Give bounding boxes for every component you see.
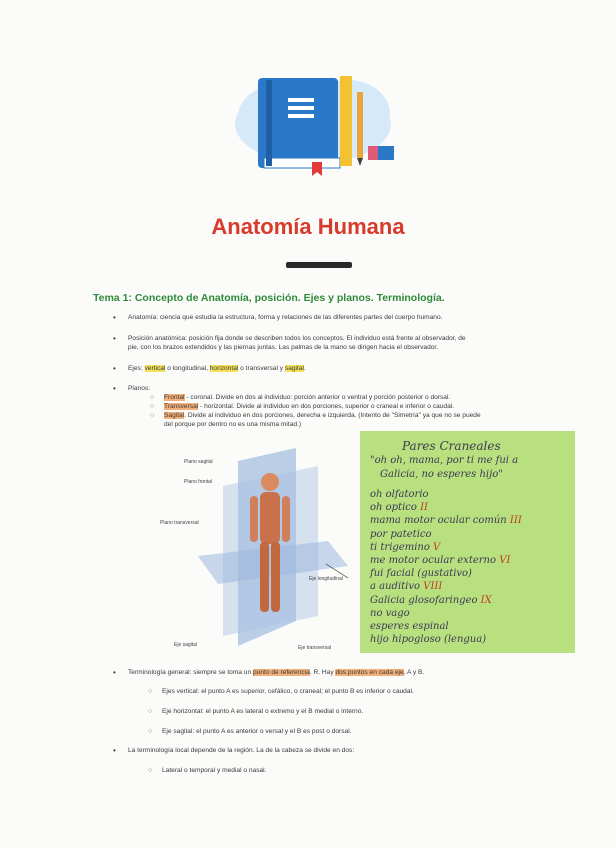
bullet-planos: • Planos: (113, 384, 150, 393)
eje-horizontal-item: ○ Eje horizontal: el punto A es lateral o extremo y el B medial o interno. (148, 708, 364, 715)
sub-bullet: ○ (148, 708, 153, 715)
plano-transversal-item: ○ Transversal - horizontal. Divide al individuo en dos porciones, superior o craneal e inferior o caudal. (150, 403, 455, 410)
label-eje-transversal: Eje transversal (298, 645, 332, 651)
bullet-ejes: • Ejes: vertical o longitudinal, horizontal o transversal y sagital. (113, 364, 306, 373)
note-roman-numeral: III (509, 515, 522, 527)
bullet-dot: • (113, 746, 116, 755)
highlight-dos-puntos: dos puntos en cada eje (335, 669, 404, 676)
note-roman-numeral: II (420, 502, 428, 514)
note-nerve-text: a auditivo (370, 581, 424, 593)
note-nerve-text: fui facial (gustativo) (370, 568, 472, 580)
note-nerve-line (370, 555, 510, 566)
note-mnemonic-line-1: "oh oh, mama, por ti me fui a (370, 455, 519, 466)
label-plano-transversal: Plano transversal (160, 520, 199, 526)
note-nerve-text: mama motor ocular común (370, 515, 510, 527)
label-eje-longitudinal: Eje longitudinal (309, 576, 343, 582)
note-roman-numeral: VI (499, 555, 511, 566)
note-nerve-line (370, 542, 440, 553)
sub-bullet: ○ (150, 403, 155, 410)
note-nerve-line (370, 608, 410, 619)
anatomical-planes-figure (160, 446, 358, 651)
note-mnemonic-line-2: Galicia, no esperes hijo" (380, 469, 503, 480)
sub-bullet: ○ (148, 767, 153, 774)
note-nerve-line (370, 595, 492, 606)
scribbled-out-text (286, 262, 352, 268)
note-nerve-text: hijo hipogloso (lengua) (370, 634, 487, 646)
note-title: Pares Craneales (402, 439, 501, 453)
cabeza-item: ○ Lateral o temporal y medial o nasal. (148, 767, 267, 774)
note-nerve-text: Galicia glosofaringeo (370, 594, 481, 606)
bullet-anatomia: • Anatomía: ciencia que estudia la estructura, forma y relaciones de las diferentes partes del cuerpo humano. (113, 313, 443, 322)
highlight-punto-referencia: punto de referencia (252, 669, 310, 676)
bullet-dot: • (113, 313, 116, 322)
bullet-terminologia-general: • Terminología general: siempre se toma un punto de referencia. R. Hay dos puntos en cada eje, A y B. (113, 668, 425, 677)
note-nerve-text: esperes espinal (370, 621, 449, 632)
bullet-dot: • (113, 334, 116, 343)
bullet-posicion-anatomica: • Posición anatómica: posición fija donde se describen todos los conceptos. El individuo está frente al observador, de pie, con los brazos extendidos y las piernas juntas. Las palmas de la mano se dirigen hacia el observador. (113, 334, 466, 351)
bullet-dot: • (113, 384, 116, 393)
sub-bullet: ○ (150, 394, 155, 401)
sub-bullet: ○ (148, 688, 153, 695)
book-cover-illustration (218, 62, 403, 178)
note-nerve-line (370, 502, 428, 513)
section-heading: Tema 1: Concepto de Anatomía, posición. Ejes y planos. Terminología. (93, 292, 445, 304)
note-roman-numeral: IX (480, 594, 492, 606)
label-plano-sagital: Plano sagital (184, 459, 213, 465)
note-nerve-line (370, 634, 486, 645)
sub-bullet: ○ (150, 412, 155, 419)
note-nerve-line (370, 489, 429, 500)
eje-vertical-item: ○ Ejes vertical: el punto A es superior, cefálico, o craneal; el punto B es inferior o caudal. (148, 688, 414, 695)
note-nerve-line (370, 515, 522, 526)
page-title: Anatomía Humana (211, 214, 405, 239)
bullet-dot: • (113, 668, 116, 677)
highlight-sagital: sagital (284, 365, 304, 372)
bullet-dot: • (113, 364, 116, 373)
note-nerve-text: no vago (370, 607, 410, 619)
note-roman-numeral: VIII (423, 581, 443, 593)
note-nerve-line (370, 568, 472, 579)
note-nerve-line (370, 529, 432, 540)
note-nerve-text: por patetico (370, 528, 432, 540)
note-nerve-line (370, 621, 449, 632)
note-nerve-text: ti trigemino (370, 541, 434, 553)
note-nerve-line (370, 581, 442, 592)
label-plano-frontal: Plano frontal (184, 479, 213, 485)
cranial-nerves-note (360, 431, 575, 653)
bullet-terminologia-local: • La terminología local depende de la región. La de la cabeza se divide en dos: (113, 746, 355, 755)
note-nerve-text: me motor ocular externo (370, 555, 500, 566)
highlight-horizontal: horizontal (209, 365, 239, 372)
plano-sagital-item: ○ Sagital. Divide al individuo en dos porciones, derecha e izquierda. (Intento de "Simetría" ya que no se puede del porque por dentro no es una misma mitad.) (150, 412, 481, 428)
eje-sagital-item: ○ Eje sagital: el punto A es anterior o versal y el B es post o dorsal. (148, 728, 352, 735)
label-eje-sagital: Eje sagital (174, 642, 198, 648)
planes-diagram (178, 446, 358, 651)
highlight-vertical: vertical (144, 365, 166, 372)
plano-frontal-item: ○ Frontal - coronal. Divide en dos al individuo: porción anterior o ventral y porción posterior o dorsal. (150, 394, 451, 401)
sub-bullet: ○ (148, 728, 153, 735)
note-nerve-text: oh olfatorio (370, 489, 429, 500)
note-roman-numeral: V (433, 541, 441, 553)
note-nerve-text: oh optico (370, 502, 421, 514)
